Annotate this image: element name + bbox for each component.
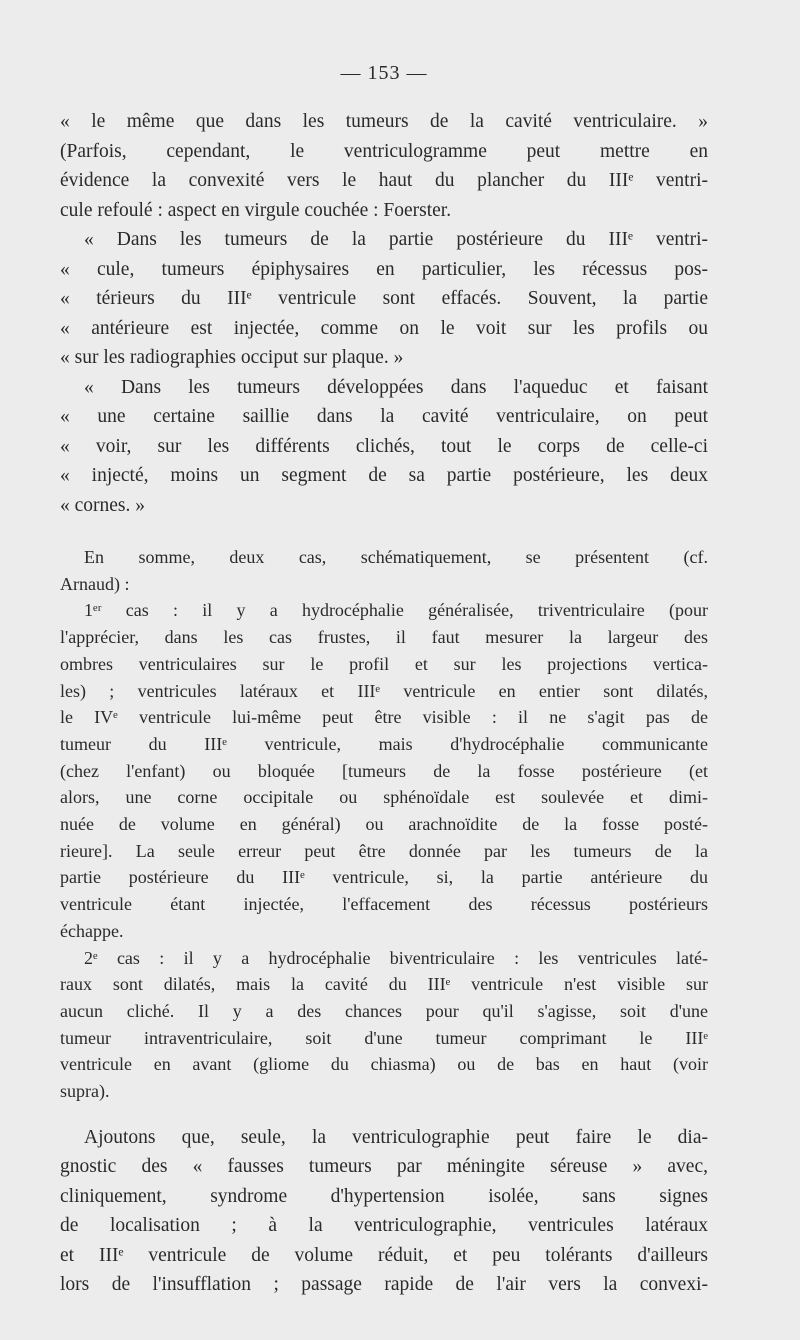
text-line: le IVᵉ ventricule lui-même peut être visible : il ne s'agit pas de [60, 707, 708, 728]
summary-section [60, 544, 708, 1105]
text-line: (chez l'enfant) ou bloquée [tumeurs de la fosse postérieure (et [60, 760, 708, 781]
text-line: supra). [60, 1081, 110, 1102]
text-line: raux sont dilatés, mais la cavité du IIIᵉ ventricule n'est visible sur [60, 974, 708, 995]
text-line: « une certaine saillie dans la cavité ventriculaire, on peut [60, 406, 708, 427]
text-line: rieure]. La seule erreur peut être donnée par les tumeurs de la [60, 840, 708, 861]
text-line: « Dans les tumeurs de la partie postérieure du IIIᵉ ventri- [84, 229, 708, 250]
text-line: gnostic des « fausses tumeurs par méningite séreuse » avec, [60, 1156, 708, 1178]
text-line: « sur les radiographies occiput sur plaque. » [60, 347, 404, 368]
text-line: « le même que dans les tumeurs de la cavité ventriculaire. » [60, 111, 708, 132]
text-line: aucun cliché. Il y a des chances pour qu'il s'agisse, soit d'une [60, 1000, 708, 1021]
text-line: cliniquement, syndrome d'hypertension isolée, sans signes [60, 1185, 708, 1207]
text-line: alors, une corne occipitale ou sphénoïdale est soulevée et dimi- [60, 787, 708, 808]
text-line: « Dans les tumeurs développées dans l'aqueduc et faisant [84, 376, 708, 398]
text-line: « cornes. » [60, 494, 146, 516]
text-line: les) ; ventricules latéraux et IIIᵉ ventricule en entier sont dilatés, [60, 680, 708, 701]
text-line: 2ᵉ cas : il y a hydrocéphalie biventriculaire : les ventricules laté- [84, 947, 708, 968]
page-number: — 153 — [340, 62, 428, 84]
text-line: évidence la convexité vers le haut du plancher du IIIᵉ ventri- [60, 170, 708, 191]
text-line: Arnaud) : [60, 573, 130, 594]
text-line: échappe. [60, 920, 124, 941]
text-line: Ajoutons que, seule, la ventriculographie peut faire le dia- [84, 1126, 708, 1148]
text-line: nuée de volume en général) ou arachnoïdite de la fosse posté- [60, 814, 708, 835]
text-line: de localisation ; à la ventriculographie, ventricules latéraux [60, 1215, 708, 1237]
text-line: « injecté, moins un segment de sa partie postérieure, les deux [60, 465, 708, 486]
text-line: tumeur intraventriculaire, soit d'une tumeur comprimant le IIIᵉ [60, 1027, 708, 1048]
text-line: En somme, deux cas, schématiquement, se présentent (cf. [84, 547, 708, 567]
text-line: cule refoulé : aspect en virgule couchée : Foerster. [60, 199, 452, 221]
text-line: « voir, sur les différents clichés, tout le corps de celle-ci [60, 435, 708, 457]
quoted-section [60, 107, 708, 520]
text-line: (Parfois, cependant, le ventriculogramme peut mettre en [60, 140, 708, 162]
text-line: « cule, tumeurs épiphysaires en particulier, les récessus pos- [60, 258, 708, 280]
text-line: 1ᵉʳ cas : il y a hydrocéphalie généralisée, triventriculaire (pour [84, 600, 708, 621]
text-line: ventricule étant injectée, l'effacement des récessus postérieurs [60, 894, 708, 915]
conclusion-section [60, 1123, 708, 1300]
text-line: lors de l'insufflation ; passage rapide de l'air vers la convexi- [60, 1274, 708, 1296]
text-line: l'apprécier, dans les cas frustes, il faut mesurer la largeur des [60, 627, 708, 648]
text-line: et IIIᵉ ventricule de volume réduit, et peu tolérants d'ailleurs [60, 1244, 708, 1266]
text-line: partie postérieure du IIIᵉ ventricule, si, la partie antérieure du [60, 867, 708, 888]
text-line: ventricule en avant (gliome du chiasma) ou de bas en haut (voir [60, 1054, 708, 1075]
text-line: « térieurs du IIIᵉ ventricule sont effacés. Souvent, la partie [60, 288, 708, 309]
text-line: tumeur du IIIᵉ ventricule, mais d'hydrocéphalie communicante [60, 733, 708, 754]
text-line: ombres ventriculaires sur le profil et sur les projections vertica- [60, 653, 708, 674]
text-line: « antérieure est injectée, comme on le voit sur les profils ou [60, 317, 708, 339]
